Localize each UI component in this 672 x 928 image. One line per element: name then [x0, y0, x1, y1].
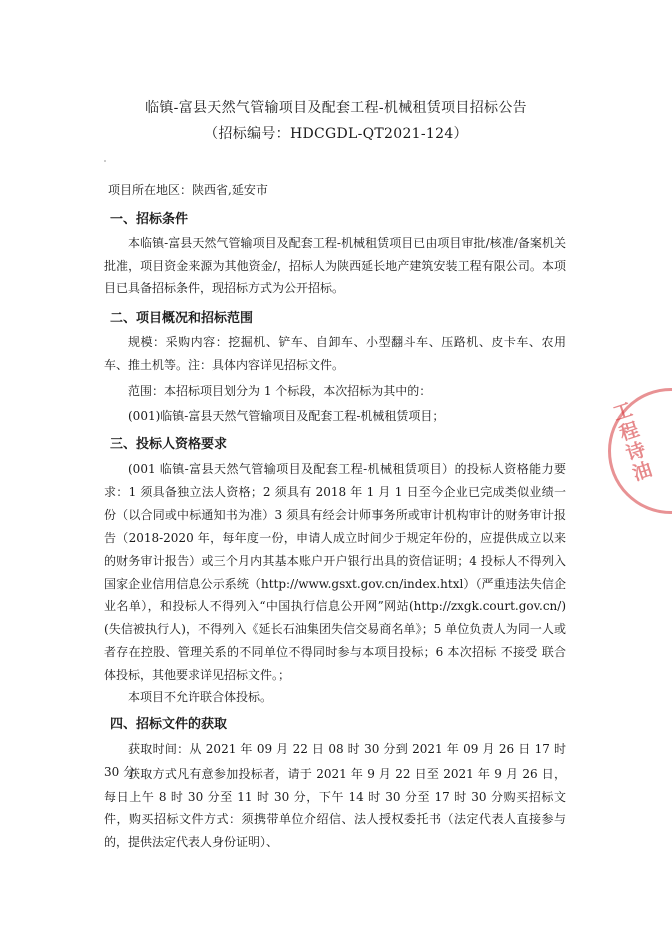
section-3-joint-bid: 本项目不允许联合体投标。 [128, 690, 273, 704]
tender-number: （招标编号：HDCGDL-QT2021-124） [204, 126, 468, 142]
section-heading-2: 二、项目概况和招标范围 [110, 311, 254, 326]
official-seal-text: 工程诗油 [607, 398, 655, 486]
section-heading-1: 一、招标条件 [110, 212, 189, 227]
section-1-paragraph: 本临镇-富县天然气管输项目及配套工程-机械租赁项目已由项目审批/核准/备案机关批准，项目资金来源为其他资金/，招标人为陕西延长地产建筑安装工程有限公司。本项目已具备招标条件，现招标方式为公开招标。 [104, 236, 566, 296]
section-4-time: 获取时间：从 2021 年 09 月 22 日 08 时 30 分到 2021 年 09 月 26 日 17 时 30 分 [104, 742, 566, 779]
section-4-method: 获取方式凡有意参加投标者，请于 2021 年 9 月 22 日至 2021 年 9 月 26 日，每日上午 8 时 30 分至 11 时 30 分，下午 14 时 30 分至 17 时 30 分购买招标文件，购买招标文件方式：须携带单位介绍信、法人授权委托书（法定代表人直接参与的，提供法定代表人身份证明）、 [104, 767, 566, 849]
section-heading-4: 四、招标文件的获取 [110, 717, 228, 732]
section-2-scope: 范围：本招标项目划分为 1 个标段，本次招标为其中的： [128, 384, 432, 398]
section-2-lot: (001)临镇-富县天然气管输项目及配套工程-机械租赁项目； [128, 409, 445, 423]
section-2-scale: 规模：采购内容：挖掘机、铲车、自卸车、小型翻斗车、压路机、皮卡车、农用车、推土机等。注：具体内容详见招标文件。 [104, 335, 566, 372]
section-heading-3: 三、投标人资格要求 [110, 437, 228, 452]
project-region: 项目所在地区：陕西省,延安市 [108, 183, 268, 197]
scan-speck [104, 160, 106, 162]
document-title: 临镇-富县天然气管输项目及配套工程-机械租赁项目招标公告 [145, 100, 527, 116]
section-3-requirements: (001 临镇-富县天然气管输项目及配套工程-机械租赁项目）的投标人资格能力要求：1 须具备独立法人资格；2 须具有 2018 年 1 月 1 日至今企业已完成类似业绩一份（以合同或中标通知书为准）3 须具有经会计师事务所或审计机构审计的财务审计报告（2018-2020 年，每年度一份，申请人成立时间少于规定年份的，应提供成立以来的财务审计报告）或三个月内其基本账户开户银行出具的资信证明；4 投标人不得列入国家企业信用信息公示系统（http://www.gsxt.gov.cn/index.htxl）（严重违法失信企业名单），和投标人不得列入“中国执行信息公开网”网站(http://zxgk.court.gov.cn/)(失信被执行人)，不得列入《延长石油集团失信交易商名单》；5 单位负责人为同一人或者存在控股、管理关系的不同单位不得同时参与本项目投标；6 本次招标 不接受 联合体投标，其他要求详见招标文件。； [104, 462, 566, 683]
